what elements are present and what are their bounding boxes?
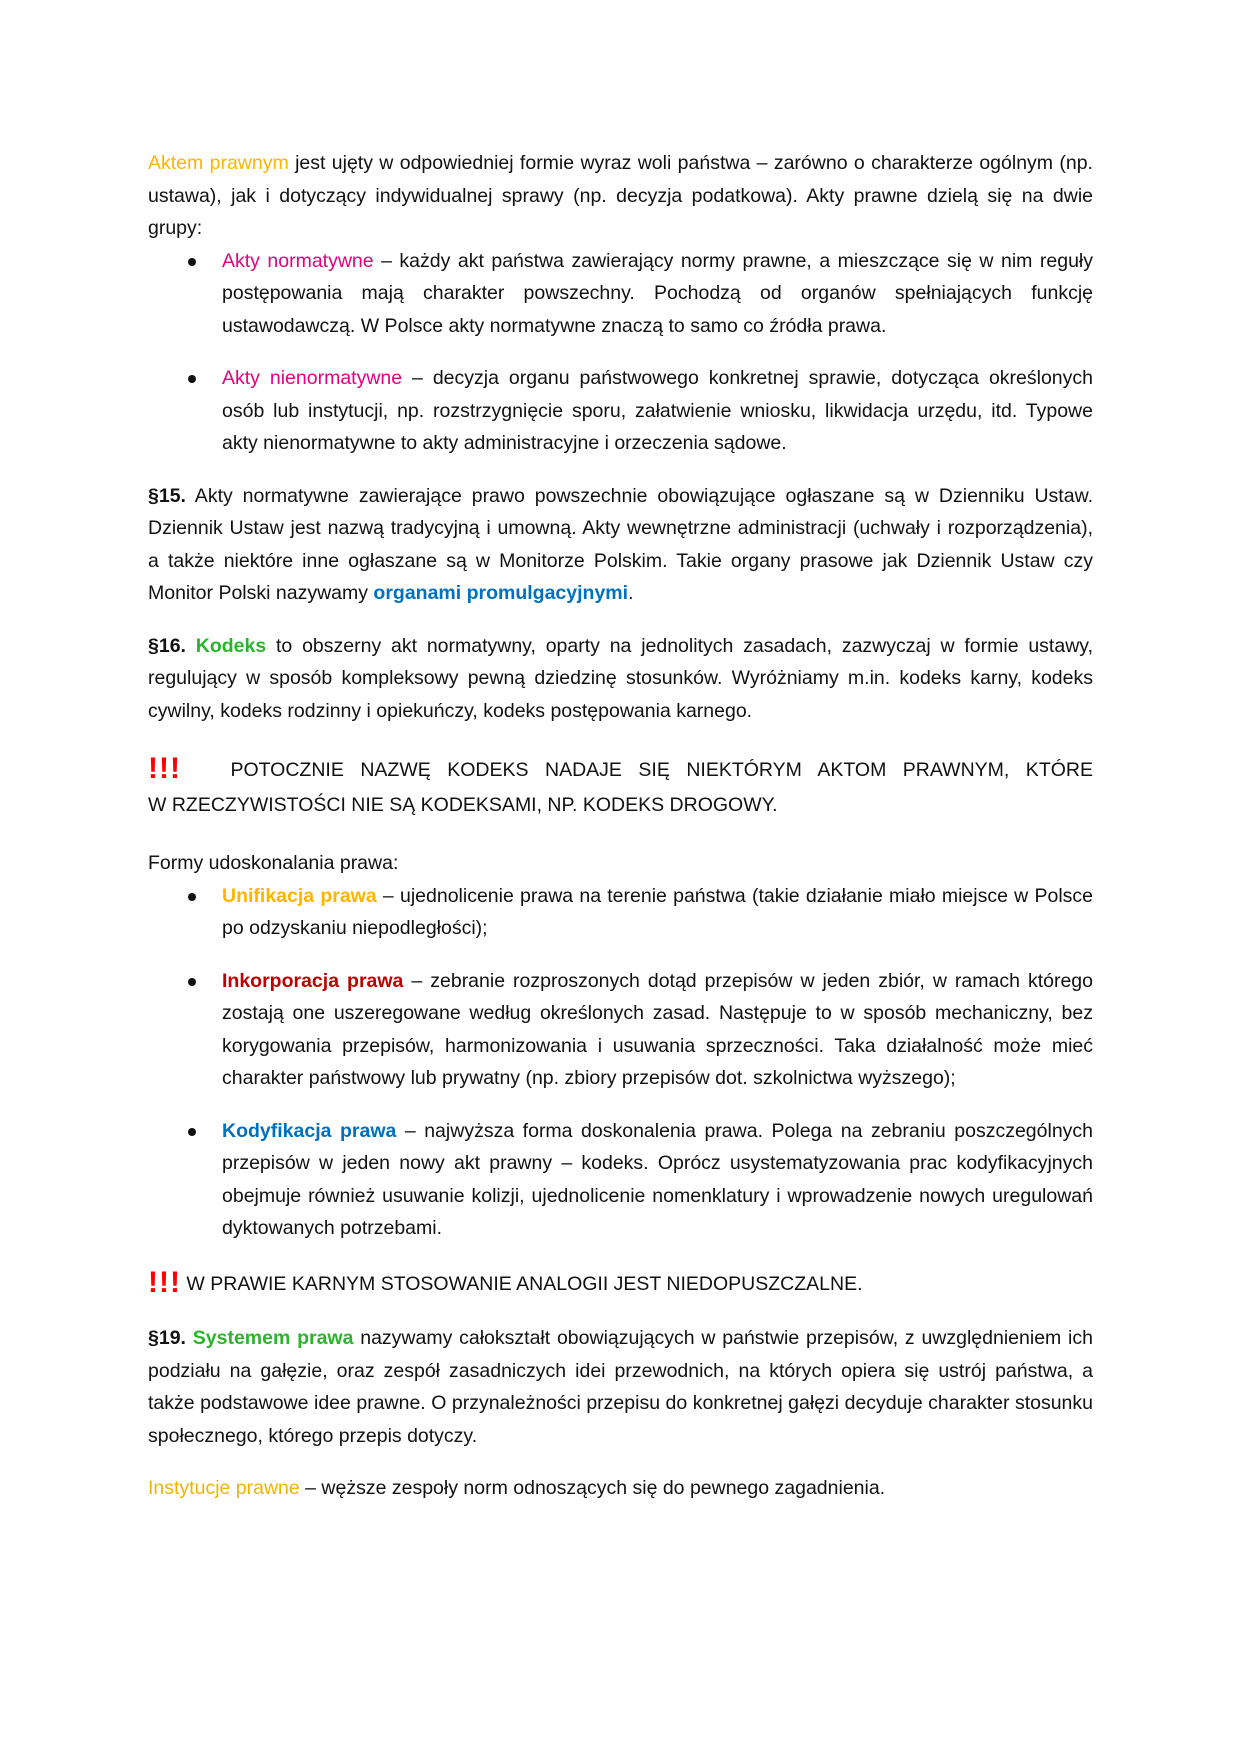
term-kodeks: Kodeks: [195, 634, 267, 657]
warning-codex: [148, 753, 1093, 821]
warning-icon: !!!: [148, 1265, 181, 1299]
bullet-icon: [188, 375, 196, 383]
term-unifikacja: Unifikacja prawa: [222, 884, 377, 907]
intro-paragraph: Aktem prawnym jest ujęty w odpowiedniej formie wyraz woli państwa – zarówno o charakterze ogólnym (np. ustawa), jak i dotyczący indywidualnej sprawy (np. decyzja podatkowa). Akty prawne dzielą się na dwie grupy:: [148, 152, 1093, 239]
list-item: Unifikacja prawa – ujednolicenie prawa na terenie państwa (takie działanie miało miejsce w Polsce po odzyskaniu niepodległości);: [148, 880, 1093, 945]
warning-analogy: [148, 1267, 1093, 1301]
bullet-icon: [188, 1128, 196, 1136]
forms-heading: Formy udoskonalania prawa:: [148, 852, 399, 874]
document-body: [148, 147, 1093, 1505]
term-akty-nienormatywne: Akty nienormatywne: [222, 367, 403, 389]
section-15: §15. Akty normatywne zawierające prawo powszechnie obowiązujące ogłaszane są w Dzienniku Ustaw. Dziennik Ustaw jest nazwą tradycyjną i umowną. Akty wewnętrzne administracji (uchwały i rozporządzenia), a także niektóre inne ogłaszane są w Monitorze Polskim. Takie organy prasowe jak Dziennik Ustaw czy Monitor Polski nazywamy organami promulgacyjnymi.: [148, 484, 1093, 604]
warning-line-2: W RZECZYWISTOŚCI NIE SĄ KODEKSAMI, NP. KODEKS DROGOWY.: [148, 793, 778, 816]
section-number: §16.: [148, 634, 186, 657]
bullet-icon: [188, 893, 196, 901]
term-instytucje-prawne: Instytucje prawne: [148, 1477, 300, 1499]
warning-icon: !!!: [148, 752, 181, 785]
bullet-icon: [188, 258, 196, 266]
list-item: Kodyfikacja prawa – najwyższa forma doskonalenia prawa. Polega na zebraniu poszczególnych przepisów w jeden nowy akt prawny – kodeks. Oprócz usystematyzowania prac kodyfikacyjnych obejmuje również usuwanie kolizji, ujednolicenie nomenklatury i wprowadzenie nowych uregulowań dyktowanych potrzebami.: [148, 1115, 1093, 1245]
term-akt-prawny: Aktem prawnym: [148, 152, 289, 174]
acts-list: [148, 245, 1093, 460]
section-19: §19. Systemem prawa nazywamy całokształt obowiązujących w państwie przepisów, z uwzględnieniem ich podziału na gałęzie, oraz zespół zasadniczych idei przewodnich, na których opiera się ustrój państwa, a także podstawowe idee prawne. O przynależności przepisu do konkretnej gałęzi decyduje charakter stosunku społecznego, którego przepis dotyczy.: [148, 1327, 1093, 1447]
list-item: Inkorporacja prawa – zebranie rozproszonych dotąd przepisów w jeden zbiór, w ramach którego zostają one uszeregowane według określonych zasad. Następuje to w sposób mechaniczny, bez korygowania przepisów, harmonizowania i usuwania sprzeczności. Taka działalność może mieć charakter państwowy lub prywatny (np. zbiory przepisów dot. szkolnictwa wyższego);: [148, 965, 1093, 1095]
list-item: Akty normatywne – każdy akt państwa zawierający normy prawne, a mieszczące się w nim reguły postępowania mają charakter powszechny. Pochodzą od organów spełniających funkcję ustawodawczą. W Polsce akty normatywne znaczą to samo co źródła prawa.: [148, 245, 1093, 343]
warning-text: W PRAWIE KARNYM STOSOWANIE ANALOGII JEST NIEDOPUSZCZALNE.: [180, 1272, 863, 1295]
institutions-paragraph: Instytucje prawne – węższe zespoły norm odnoszących się do pewnego zagadnienia.: [148, 1477, 886, 1499]
term-inkorporacja: Inkorporacja prawa: [222, 969, 404, 992]
section-16: §16. Kodeks to obszerny akt normatywny, oparty na jednolitych zasadach, zazwyczaj w formie ustawy, regulujący w sposób kompleksowy pewną dziedzinę stosunków. Wyróżniamy m.in. kodeks karny, kodeks cywilny, kodeks rodzinny i opiekuńczy, kodeks postępowania karnego.: [148, 634, 1093, 722]
bullet-icon: [188, 978, 196, 986]
list-item: Akty nienormatywne – decyzja organu państwowego konkretnej sprawie, dotycząca określonych osób lub instytucji, np. rozstrzygnięcie sporu, załatwienie wniosku, likwidacja urzędu, itd. Typowe akty nienormatywne to akty administracyjne i orzeczenia sądowe.: [148, 362, 1093, 460]
section-number: §15.: [148, 484, 186, 507]
term-kodyfikacja: Kodyfikacja prawa: [222, 1119, 397, 1142]
section-number: §19.: [148, 1327, 186, 1349]
term-system-prawa: Systemem prawa: [192, 1327, 354, 1349]
term-organy-promulgacyjne: organami promulgacyjnymi: [373, 582, 629, 604]
forms-list: [148, 880, 1093, 1245]
warning-line-1: POTOCZNIE NAZWĘ KODEKS NADAJE SIĘ NIEKTÓRYM AKTOM PRAWNYM, KTÓRE: [230, 759, 1093, 781]
term-akty-normatywne: Akty normatywne: [222, 249, 374, 272]
